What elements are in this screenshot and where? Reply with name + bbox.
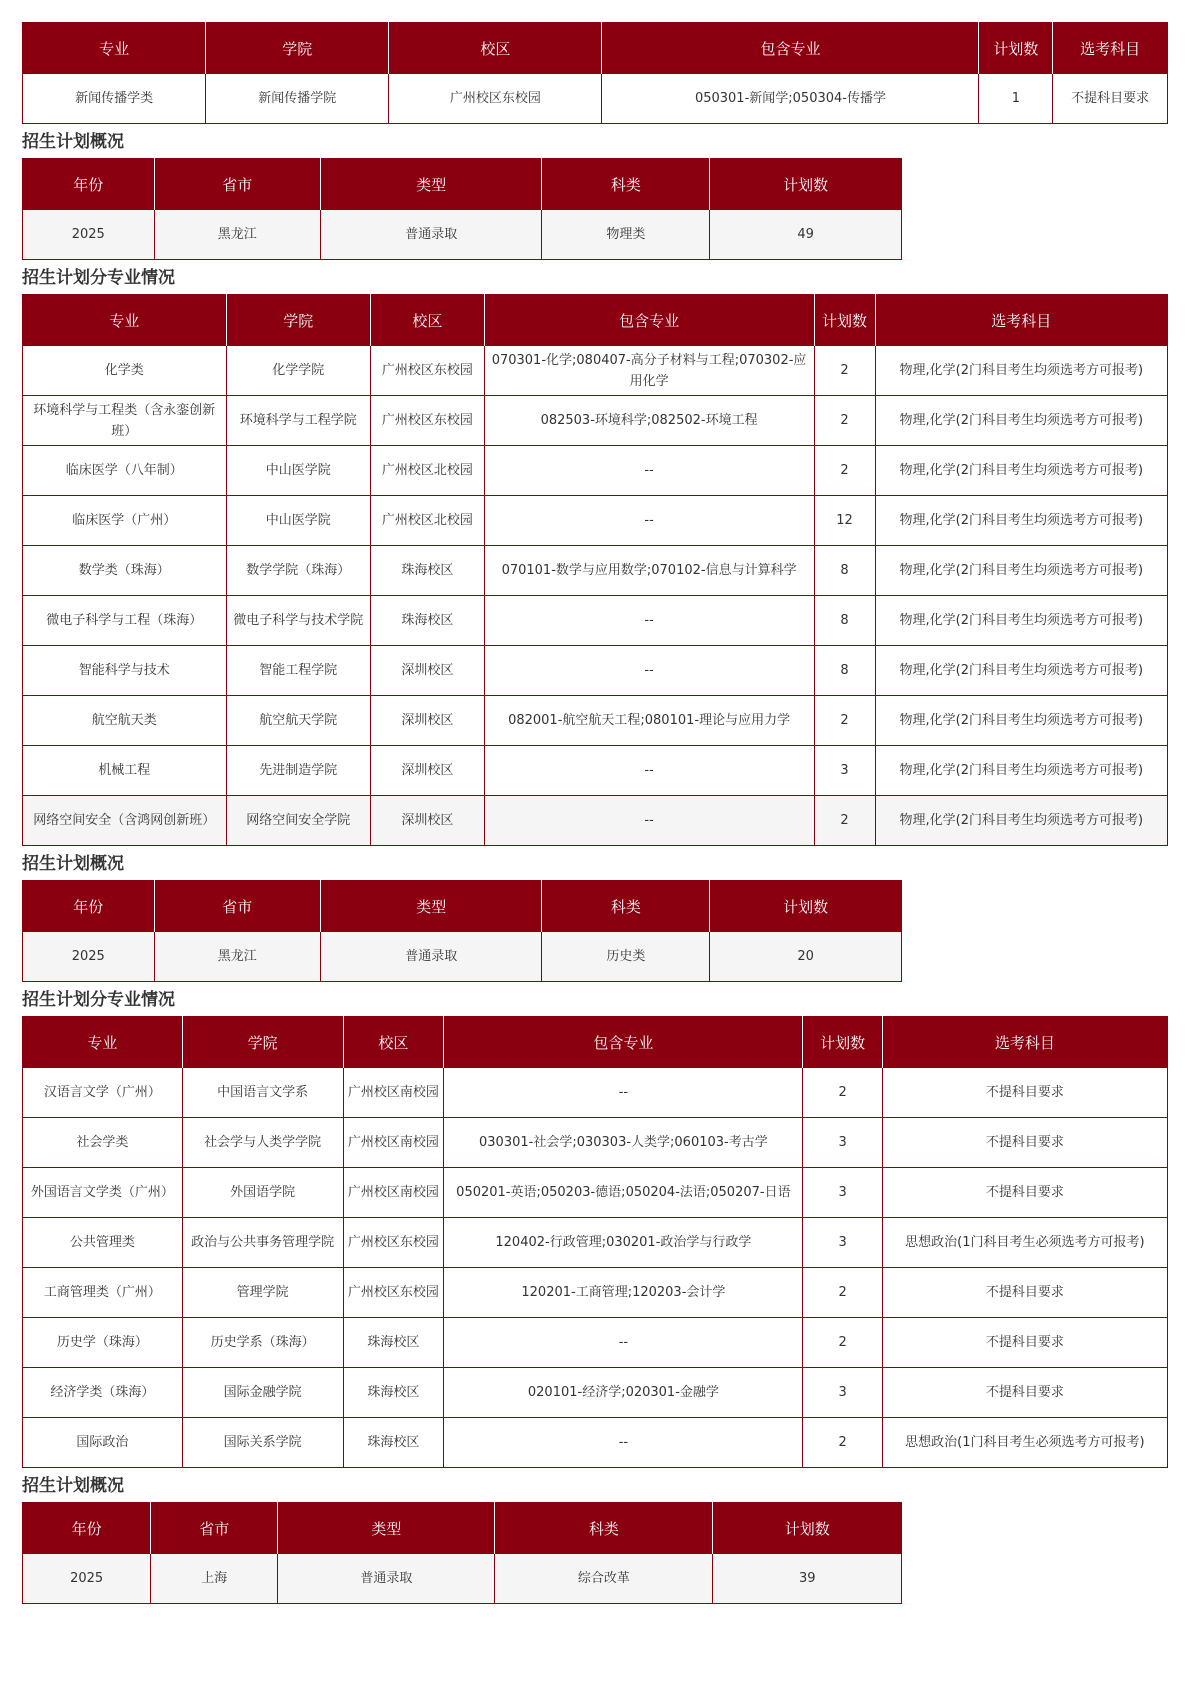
col-type: 类型 [321, 159, 542, 210]
col-plan-count: 计划数 [710, 881, 902, 932]
cell-campus: 广州校区东校园 [371, 346, 485, 396]
cell-campus: 珠海校区 [343, 1418, 444, 1468]
cell-major: 数学类（珠海） [23, 546, 227, 596]
cell-college: 微电子科学与技术学院 [226, 596, 371, 646]
cell-subject-category: 历史类 [542, 932, 710, 982]
cell-subject-req: 物理,化学(2门科目考生均须选考方可报考) [875, 596, 1167, 646]
table-row [23, 346, 1168, 396]
table-row [23, 210, 902, 260]
table-row [23, 1218, 1168, 1268]
cell-campus: 广州校区北校园 [371, 496, 485, 546]
col-plan-count: 计划数 [979, 23, 1053, 74]
table-row [23, 1554, 902, 1604]
section-title-summary: 招生计划概况 [22, 1476, 124, 1496]
col-plan-count: 计划数 [710, 159, 902, 210]
table-row [23, 796, 1168, 846]
cell-subject-req: 物理,化学(2门科目考生均须选考方可报考) [875, 696, 1167, 746]
table-row [23, 696, 1168, 746]
col-campus: 校区 [371, 295, 485, 346]
table-row [23, 932, 902, 982]
cell-plan-count: 3 [803, 1368, 882, 1418]
cell-major: 汉语言文学（广州） [23, 1068, 183, 1118]
cell-plan-count: 8 [814, 596, 875, 646]
cell-included-majors: 082001-航空航天工程;080101-理论与应用力学 [484, 696, 814, 746]
cell-campus: 广州校区东校园 [371, 396, 485, 446]
cell-included-majors: 050301-新闻学;050304-传播学 [602, 74, 979, 124]
cell-year: 2025 [23, 1554, 151, 1604]
table-row [23, 1068, 1168, 1118]
cell-included-majors: 070301-化学;080407-高分子材料与工程;070302-应用化学 [484, 346, 814, 396]
cell-included-majors: 030301-社会学;030303-人类学;060103-考古学 [444, 1118, 803, 1168]
cell-included-majors: 050201-英语;050203-德语;050204-法语;050207-日语 [444, 1168, 803, 1218]
cell-type: 普通录取 [321, 210, 542, 260]
cell-plan-count: 2 [803, 1318, 882, 1368]
cell-plan-count: 2 [814, 346, 875, 396]
cell-plan-count: 8 [814, 646, 875, 696]
cell-subject-req: 不提科目要求 [882, 1168, 1167, 1218]
cell-major: 化学类 [23, 346, 227, 396]
col-plan-count: 计划数 [814, 295, 875, 346]
col-college: 学院 [182, 1017, 343, 1068]
cell-college: 数学学院（珠海） [226, 546, 371, 596]
table-header-row [23, 23, 1168, 74]
cell-college: 新闻传播学院 [206, 74, 389, 124]
col-college: 学院 [206, 23, 389, 74]
cell-college: 国际关系学院 [182, 1418, 343, 1468]
cell-plan-count: 3 [803, 1218, 882, 1268]
cell-major: 航空航天类 [23, 696, 227, 746]
section-title-summary: 招生计划概况 [22, 854, 124, 874]
cell-plan-count: 3 [803, 1168, 882, 1218]
cell-included-majors: -- [484, 746, 814, 796]
cell-included-majors: 120201-工商管理;120203-会计学 [444, 1268, 803, 1318]
cell-major: 社会学类 [23, 1118, 183, 1168]
cell-included-majors: -- [444, 1418, 803, 1468]
cell-college: 历史学系（珠海） [182, 1318, 343, 1368]
cell-major: 历史学（珠海） [23, 1318, 183, 1368]
cell-campus: 广州校区东校园 [389, 74, 602, 124]
table-row [23, 74, 1168, 124]
section-title-detail: 招生计划分专业情况 [22, 990, 175, 1010]
plan-summary-table-2 [22, 880, 902, 982]
table-row [23, 1368, 1168, 1418]
cell-included-majors: 120402-行政管理;030201-政治学与行政学 [444, 1218, 803, 1268]
cell-major: 新闻传播学类 [23, 74, 206, 124]
table-row [23, 596, 1168, 646]
cell-subject-req: 不提科目要求 [882, 1118, 1167, 1168]
cell-plan-count: 2 [814, 396, 875, 446]
col-subject-category: 科类 [495, 1503, 713, 1554]
cell-plan-count: 49 [710, 210, 902, 260]
cell-major: 智能科学与技术 [23, 646, 227, 696]
cell-major: 外国语言文学类（广州） [23, 1168, 183, 1218]
col-subject-req: 选考科目 [875, 295, 1167, 346]
cell-campus: 珠海校区 [371, 546, 485, 596]
cell-plan-count: 2 [803, 1068, 882, 1118]
section-title-summary: 招生计划概况 [22, 132, 124, 152]
cell-year: 2025 [23, 210, 155, 260]
col-type: 类型 [278, 1503, 495, 1554]
cell-college: 先进制造学院 [226, 746, 371, 796]
cell-college: 国际金融学院 [182, 1368, 343, 1418]
cell-plan-count: 2 [814, 446, 875, 496]
cell-campus: 广州校区南校园 [343, 1168, 444, 1218]
cell-major: 公共管理类 [23, 1218, 183, 1268]
cell-province: 上海 [151, 1554, 278, 1604]
col-included-majors: 包含专业 [602, 23, 979, 74]
cell-campus: 珠海校区 [371, 596, 485, 646]
table-row [23, 1268, 1168, 1318]
cell-major: 国际政治 [23, 1418, 183, 1468]
table-header-row [23, 159, 902, 210]
cell-plan-count: 8 [814, 546, 875, 596]
col-subject-category: 科类 [542, 159, 710, 210]
table-header-row [23, 295, 1168, 346]
col-subject-req: 选考科目 [1053, 23, 1168, 74]
cell-plan-count: 1 [979, 74, 1053, 124]
cell-college: 航空航天学院 [226, 696, 371, 746]
cell-campus: 广州校区东校园 [343, 1218, 444, 1268]
cell-subject-req: 物理,化学(2门科目考生均须选考方可报考) [875, 446, 1167, 496]
cell-major: 网络空间安全（含鸿网创新班） [23, 796, 227, 846]
cell-college: 智能工程学院 [226, 646, 371, 696]
cell-college: 外国语学院 [182, 1168, 343, 1218]
col-major: 专业 [23, 23, 206, 74]
cell-college: 社会学与人类学学院 [182, 1118, 343, 1168]
col-plan-count: 计划数 [803, 1017, 882, 1068]
col-subject-req: 选考科目 [882, 1017, 1167, 1068]
table-row [23, 1118, 1168, 1168]
table-row [23, 1168, 1168, 1218]
cell-plan-count: 2 [814, 796, 875, 846]
col-college: 学院 [226, 295, 371, 346]
table-row [23, 746, 1168, 796]
cell-campus: 广州校区东校园 [343, 1268, 444, 1318]
cell-included-majors: -- [444, 1318, 803, 1368]
cell-subject-req: 物理,化学(2门科目考生均须选考方可报考) [875, 746, 1167, 796]
cell-campus: 深圳校区 [371, 696, 485, 746]
col-province: 省市 [151, 1503, 278, 1554]
cell-major: 微电子科学与工程（珠海） [23, 596, 227, 646]
cell-included-majors: -- [484, 796, 814, 846]
cell-college: 政治与公共事务管理学院 [182, 1218, 343, 1268]
cell-subject-req: 物理,化学(2门科目考生均须选考方可报考) [875, 496, 1167, 546]
col-year: 年份 [23, 881, 155, 932]
cell-campus: 广州校区北校园 [371, 446, 485, 496]
cell-year: 2025 [23, 932, 155, 982]
col-type: 类型 [321, 881, 542, 932]
cell-subject-req: 物理,化学(2门科目考生均须选考方可报考) [875, 546, 1167, 596]
cell-major: 环境科学与工程类（含永銮创新班） [23, 396, 227, 446]
col-included-majors: 包含专业 [444, 1017, 803, 1068]
cell-college: 化学学院 [226, 346, 371, 396]
table-row [23, 396, 1168, 446]
table-row [23, 546, 1168, 596]
col-campus: 校区 [343, 1017, 444, 1068]
cell-included-majors: -- [484, 446, 814, 496]
cell-included-majors: 020101-经济学;020301-金融学 [444, 1368, 803, 1418]
cell-major: 临床医学（八年制） [23, 446, 227, 496]
cell-campus: 珠海校区 [343, 1368, 444, 1418]
col-campus: 校区 [389, 23, 602, 74]
cell-type: 普通录取 [321, 932, 542, 982]
cell-included-majors: -- [484, 646, 814, 696]
col-major: 专业 [23, 1017, 183, 1068]
major-detail-table-0 [22, 22, 1168, 124]
cell-campus: 深圳校区 [371, 796, 485, 846]
major-detail-table-2 [22, 1016, 1168, 1468]
cell-plan-count: 3 [803, 1118, 882, 1168]
cell-plan-count: 2 [803, 1418, 882, 1468]
cell-included-majors: 070101-数学与应用数学;070102-信息与计算科学 [484, 546, 814, 596]
col-plan-count: 计划数 [713, 1503, 902, 1554]
table-row [23, 1318, 1168, 1368]
col-subject-category: 科类 [542, 881, 710, 932]
col-province: 省市 [154, 881, 321, 932]
table-header-row [23, 881, 902, 932]
table-row [23, 1418, 1168, 1468]
col-province: 省市 [154, 159, 321, 210]
cell-major: 临床医学（广州） [23, 496, 227, 546]
cell-plan-count: 12 [814, 496, 875, 546]
col-major: 专业 [23, 295, 227, 346]
cell-plan-count: 39 [713, 1554, 902, 1604]
table-row [23, 446, 1168, 496]
cell-major: 工商管理类（广州） [23, 1268, 183, 1318]
cell-campus: 广州校区南校园 [343, 1068, 444, 1118]
cell-campus: 珠海校区 [343, 1318, 444, 1368]
cell-major: 经济学类（珠海） [23, 1368, 183, 1418]
cell-plan-count: 2 [814, 696, 875, 746]
cell-college: 网络空间安全学院 [226, 796, 371, 846]
table-header-row [23, 1017, 1168, 1068]
cell-subject-category: 综合改革 [495, 1554, 713, 1604]
cell-subject-category: 物理类 [542, 210, 710, 260]
cell-included-majors: -- [484, 496, 814, 546]
cell-included-majors: -- [444, 1068, 803, 1118]
cell-college: 中山医学院 [226, 446, 371, 496]
cell-included-majors: -- [484, 596, 814, 646]
cell-subject-req: 不提科目要求 [882, 1318, 1167, 1368]
cell-subject-req: 物理,化学(2门科目考生均须选考方可报考) [875, 796, 1167, 846]
cell-included-majors: 082503-环境科学;082502-环境工程 [484, 396, 814, 446]
cell-campus: 深圳校区 [371, 746, 485, 796]
table-row [23, 646, 1168, 696]
cell-province: 黑龙江 [154, 932, 321, 982]
cell-subject-req: 思想政治(1门科目考生必须选考方可报考) [882, 1418, 1167, 1468]
cell-plan-count: 20 [710, 932, 902, 982]
cell-type: 普通录取 [278, 1554, 495, 1604]
cell-subject-req: 物理,化学(2门科目考生均须选考方可报考) [875, 346, 1167, 396]
plan-summary-table-1 [22, 158, 902, 260]
cell-subject-req: 不提科目要求 [882, 1368, 1167, 1418]
cell-plan-count: 2 [803, 1268, 882, 1318]
cell-subject-req: 不提科目要求 [882, 1268, 1167, 1318]
cell-subject-req: 不提科目要求 [1053, 74, 1168, 124]
table-header-row [23, 1503, 902, 1554]
cell-province: 黑龙江 [154, 210, 321, 260]
table-row [23, 496, 1168, 546]
cell-college: 管理学院 [182, 1268, 343, 1318]
cell-subject-req: 物理,化学(2门科目考生均须选考方可报考) [875, 396, 1167, 446]
cell-campus: 广州校区南校园 [343, 1118, 444, 1168]
cell-college: 中山医学院 [226, 496, 371, 546]
cell-campus: 深圳校区 [371, 646, 485, 696]
col-year: 年份 [23, 159, 155, 210]
col-year: 年份 [23, 1503, 151, 1554]
cell-college: 中国语言文学系 [182, 1068, 343, 1118]
cell-subject-req: 不提科目要求 [882, 1068, 1167, 1118]
section-title-detail: 招生计划分专业情况 [22, 268, 175, 288]
cell-college: 环境科学与工程学院 [226, 396, 371, 446]
plan-summary-table-3 [22, 1502, 902, 1604]
col-included-majors: 包含专业 [484, 295, 814, 346]
cell-subject-req: 思想政治(1门科目考生必须选考方可报考) [882, 1218, 1167, 1268]
major-detail-table-1 [22, 294, 1168, 846]
cell-major: 机械工程 [23, 746, 227, 796]
cell-plan-count: 3 [814, 746, 875, 796]
cell-subject-req: 物理,化学(2门科目考生均须选考方可报考) [875, 646, 1167, 696]
